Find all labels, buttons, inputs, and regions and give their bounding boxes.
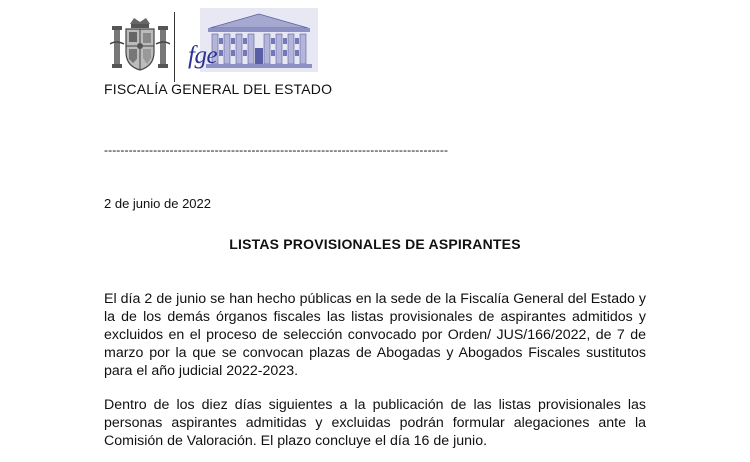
header-logo xyxy=(110,8,325,82)
document-date: 2 de junio de 2022 xyxy=(104,196,211,211)
paragraph: Dentro de los diez días siguientes a la publicación de las listas provisionales las personas aspirantes admitidas y excluidas podrán formular alegaciones ante la Comisión de Valoración. El plazo concluye el día 16 de junio. xyxy=(104,397,646,449)
logo-divider xyxy=(174,12,175,82)
paragraph: El día 2 de junio se han hecho públicas en la sede de la Fiscalía General del Estado y la de los demás órganos fiscales las listas provisionales de aspirantes admitidos y excluidos en el proceso de selección convocado por Orden/ JUS/166/2022, de 7 de marzo por la que se convocan plazas de Abogadas y Abogados Fiscales sustitutos para el año judicial 2022-2023. xyxy=(104,291,646,379)
institution-name: FISCALÍA GENERAL DEL ESTADO xyxy=(104,81,333,97)
coat-of-arms-icon xyxy=(110,14,170,76)
fge-logo-text: fge xyxy=(188,42,218,69)
separator-line: ------------------------------------------------------------------------------------ xyxy=(104,143,449,157)
document-title: LISTAS PROVISIONALES DE ASPIRANTES xyxy=(229,236,521,252)
building-emblem-icon xyxy=(200,8,318,72)
